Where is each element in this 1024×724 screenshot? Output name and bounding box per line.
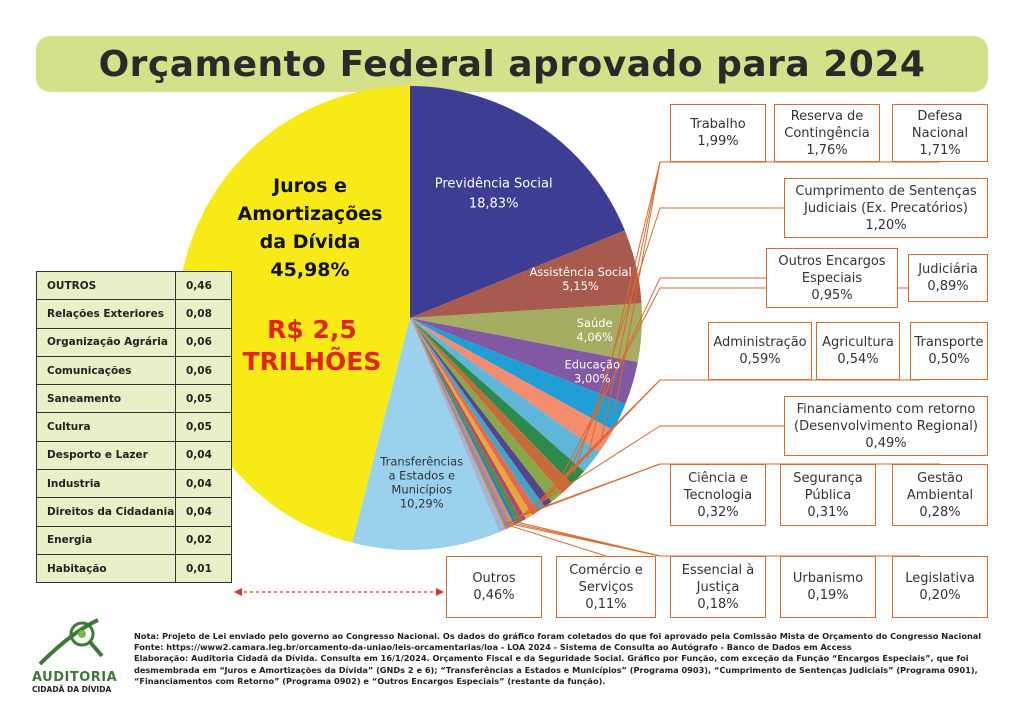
callout-label: Segurança bbox=[793, 470, 863, 486]
page-title: Orçamento Federal aprovado para 2024 bbox=[98, 43, 926, 85]
inner-label bbox=[576, 316, 613, 344]
callout-label: Justiça bbox=[696, 579, 740, 595]
callout-value: 1,99% bbox=[697, 134, 739, 149]
callout-label: Contingência bbox=[784, 125, 870, 141]
table-cell-name: Direitos da Cidadania bbox=[37, 498, 176, 526]
callout-label: Cumprimento de Sentenças bbox=[795, 183, 977, 199]
inner-label-line: 10,29% bbox=[399, 496, 444, 511]
outros-link-arrowhead-right bbox=[436, 588, 444, 596]
callout-label: Judiciais (Ex. Precatórios) bbox=[803, 200, 968, 216]
table-cell-value: 0,05 bbox=[176, 413, 232, 441]
footer-notes bbox=[134, 631, 1010, 687]
table-row bbox=[37, 526, 232, 554]
table-cell-value: 0,01 bbox=[176, 554, 232, 582]
callout-label: Pública bbox=[804, 487, 852, 503]
callout-value: 0,59% bbox=[739, 352, 781, 367]
callout-comercio bbox=[556, 556, 656, 618]
inner-label-line: Saúde bbox=[576, 315, 613, 330]
callout-label: Tecnologia bbox=[683, 487, 753, 503]
leader-line bbox=[508, 522, 828, 556]
inner-label-line: Transferências bbox=[380, 454, 464, 469]
callout-value: 0,31% bbox=[807, 504, 849, 520]
logo-name: AUDITORIA bbox=[32, 670, 118, 685]
callout-value: 0,49% bbox=[865, 435, 907, 451]
callout-transporte bbox=[910, 322, 988, 380]
table-row bbox=[37, 385, 232, 413]
inner-label-line: Previdência Social bbox=[434, 176, 553, 192]
callout-value: 0,54% bbox=[837, 352, 879, 367]
callout-label: Agricultura bbox=[822, 335, 894, 350]
callout-label: Reserva de bbox=[790, 108, 864, 124]
table-cell-name: Organização Agrária bbox=[37, 328, 176, 356]
table-cell-value: 0,04 bbox=[176, 441, 232, 469]
footer-source: Fonte: https://www2.camara.leg.br/orcamento-da-uniao/leis-orcamentarias/loa - LOA 2024 - Sistema de Consulta ao Autógrafo - Banco de Dados em Access bbox=[134, 642, 852, 653]
table-cell-value: 0,02 bbox=[176, 526, 232, 554]
callout-label: Defesa bbox=[917, 108, 963, 124]
callout-justica bbox=[670, 556, 766, 618]
table-row bbox=[37, 441, 232, 469]
callout-value: 0,20% bbox=[919, 588, 961, 603]
callout-value: 0,89% bbox=[927, 279, 969, 294]
table-cell-value: 0,46 bbox=[176, 272, 232, 300]
table-row bbox=[37, 413, 232, 441]
callout-administracao bbox=[708, 322, 812, 380]
leader-line bbox=[505, 523, 718, 556]
inner-label-line: 3,00% bbox=[574, 371, 611, 386]
callout-value: 0,32% bbox=[697, 504, 739, 520]
callout-label: Urbanismo bbox=[792, 571, 864, 586]
callout-label: Ambiental bbox=[906, 487, 974, 503]
callout-value: 0,50% bbox=[928, 352, 970, 367]
table-row bbox=[37, 356, 232, 384]
callout-trabalho bbox=[670, 104, 766, 162]
table-row bbox=[37, 470, 232, 498]
callout-label: Serviços bbox=[578, 579, 634, 595]
inner-label-line: Educação bbox=[564, 357, 621, 372]
callout-label: Transporte bbox=[914, 335, 984, 350]
table-cell-value: 0,04 bbox=[176, 498, 232, 526]
outros-breakdown-table bbox=[36, 271, 232, 583]
callout-label: Ciência e bbox=[688, 470, 748, 486]
table-cell-value: 0,04 bbox=[176, 470, 232, 498]
footer-elaboration: Elaboração: Auditoria Cidadã da Dívida. Consulta em 16/1/2024. Orçamento Fiscal e da Seguridade Social. Gráfico por Função, com exceção da Função “Encargos Especiais”, que foi desmembrada em “Juros e Amortizações da Dívida” (GNDs 2 e 6); “Transferências a Estados e Municípios” (Programa 0903), “Cumprimento de Sentenças Judiciais” (Programa 0901), “Financiamentos com Retorno” (Programa 0902) e “Outros Encargos Especiais” (restante da função). bbox=[134, 653, 978, 686]
callout-label: Comércio e bbox=[569, 562, 643, 578]
callout-value: 0,18% bbox=[697, 596, 739, 612]
callout-ambiental bbox=[892, 464, 988, 526]
callout-label: Outros bbox=[472, 571, 516, 586]
callout-value: 1,20% bbox=[865, 217, 907, 233]
table-cell-name: Energia bbox=[37, 526, 176, 554]
inner-label-line: 5,15% bbox=[562, 278, 599, 293]
table-cell-name: Saneamento bbox=[37, 385, 176, 413]
table-row bbox=[37, 272, 232, 300]
table-cell-name: Desporto e Lazer bbox=[37, 441, 176, 469]
inner-label-line: a Estados e bbox=[388, 468, 456, 483]
callout-value: 0,11% bbox=[585, 596, 627, 612]
table-cell-value: 0,06 bbox=[176, 328, 232, 356]
inner-label-line: Municípios bbox=[391, 482, 453, 497]
table-cell-value: 0,06 bbox=[176, 356, 232, 384]
table-row bbox=[37, 554, 232, 582]
table-cell-name: Industria bbox=[37, 470, 176, 498]
callout-sentencas bbox=[784, 178, 988, 238]
footer-note: Nota: Projeto de Lei enviado pelo governo ao Congresso Nacional. Os dados do gráfico foram coletados do que foi aprovado pela Comissão Mista de Orçamento do Congresso Nacional bbox=[134, 631, 982, 641]
table-cell-name: Cultura bbox=[37, 413, 176, 441]
callout-reserva bbox=[774, 104, 880, 162]
inner-label-line: 4,06% bbox=[576, 329, 613, 344]
debt-label-line: Amortizações bbox=[237, 203, 383, 225]
inner-label-line: 18,83% bbox=[468, 196, 519, 212]
callout-ciencia bbox=[670, 464, 766, 526]
callout-label: Essencial à bbox=[681, 562, 755, 578]
table-row bbox=[37, 498, 232, 526]
debt-amount-line: R$ 2,5 bbox=[267, 315, 357, 344]
inner-label-line: Assistência Social bbox=[529, 264, 632, 279]
callout-label: Nacional bbox=[911, 125, 969, 141]
table-row bbox=[37, 328, 232, 356]
debt-label-line: Juros e bbox=[273, 175, 347, 197]
callout-judiciaria bbox=[908, 254, 988, 302]
table-cell-value: 0,08 bbox=[176, 300, 232, 328]
callout-value: 0,28% bbox=[919, 504, 961, 520]
callout-defesa bbox=[892, 104, 988, 162]
table-cell-name: OUTROS bbox=[37, 272, 176, 300]
callout-label: Judiciária bbox=[918, 262, 978, 277]
callout-agricultura bbox=[816, 322, 900, 380]
callout-financiamento bbox=[784, 396, 988, 456]
callout-label: Outros Encargos bbox=[778, 253, 886, 269]
table-cell-name: Comunicações bbox=[37, 356, 176, 384]
callout-encargos bbox=[766, 248, 898, 308]
callout-value: 1,76% bbox=[806, 142, 848, 158]
table-cell-name: Relações Exteriores bbox=[37, 300, 176, 328]
callout-label: Especiais bbox=[801, 270, 863, 286]
callout-label: (Desenvolvimento Regional) bbox=[794, 418, 978, 434]
callout-label: Administração bbox=[713, 335, 807, 350]
table-cell-name: Habitação bbox=[37, 554, 176, 582]
callout-label: Gestão bbox=[917, 470, 963, 486]
debt-amount-line: TRILHÕES bbox=[242, 347, 382, 376]
logo-subtitle: CIDADÃ DA DÍVIDA bbox=[32, 685, 112, 694]
callout-value: 0,95% bbox=[811, 287, 853, 303]
debt-label-line: 45,98% bbox=[270, 259, 350, 281]
callout-outros bbox=[446, 556, 542, 618]
callout-value: 0,46% bbox=[473, 588, 515, 603]
callout-seguranca bbox=[780, 464, 876, 526]
callout-label: Financiamento com retorno bbox=[796, 401, 976, 417]
callout-label: Legislativa bbox=[905, 571, 975, 586]
outros-link-arrowhead-left bbox=[234, 588, 242, 596]
callout-urbanismo bbox=[780, 556, 876, 618]
callout-label: Trabalho bbox=[690, 117, 746, 132]
callout-legislativa bbox=[892, 556, 988, 618]
callout-value: 1,71% bbox=[919, 142, 961, 158]
debt-label-line: da Dívida bbox=[259, 231, 361, 253]
callout-value: 0,19% bbox=[807, 588, 849, 603]
table-row bbox=[37, 300, 232, 328]
table-cell-value: 0,05 bbox=[176, 385, 232, 413]
